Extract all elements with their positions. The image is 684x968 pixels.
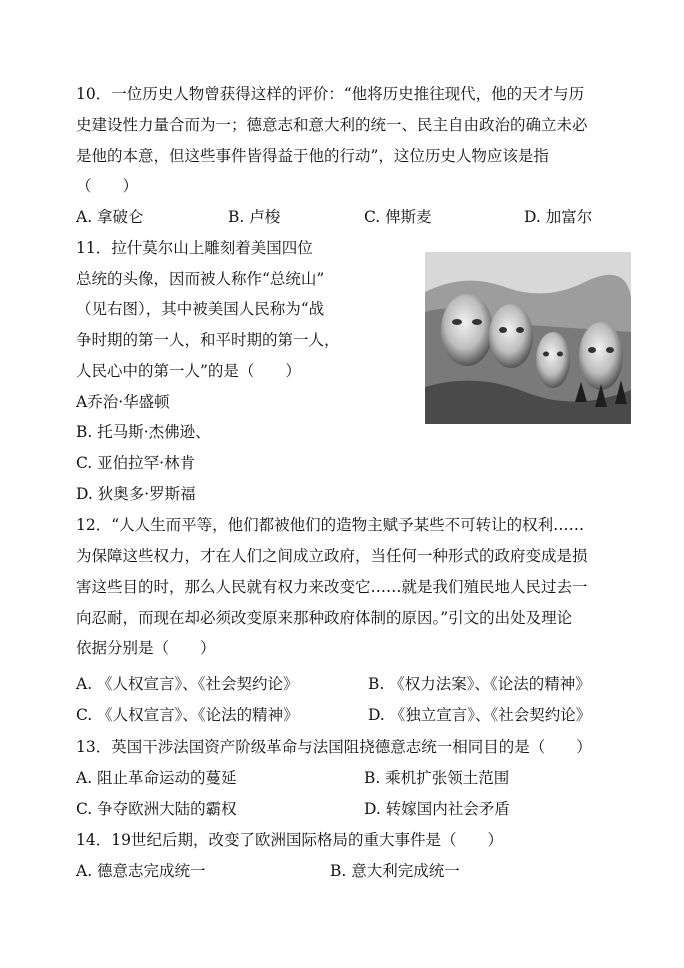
q14-option-a: A. 德意志完成统一 — [76, 862, 206, 880]
q12-option-a: A. 《人权宣言》、《社会契约论》 — [76, 675, 299, 693]
q10-option-c: C. 俾斯麦 — [364, 208, 432, 226]
q10-line-4: （ ） — [76, 177, 139, 195]
mount-rushmore-photo — [425, 252, 631, 424]
q13-option-a: A. 阻止革命运动的蔓延 — [76, 769, 237, 787]
q13-option-c: C. 争夺欧洲大陆的霸权 — [76, 800, 237, 818]
q11-option-c: C. 亚伯拉罕·林肯 — [76, 454, 196, 472]
q12-line-2: 为保障这些权力，才在人们之间成立政府，当任何一种形式的政府变成是损 — [76, 547, 588, 565]
q12-option-c: C. 《人权宣言》、《论法的精神》 — [76, 706, 299, 724]
q12-line-5: 依据分别是（ ） — [76, 639, 216, 657]
q12-option-b: B. 《权力法案》、《论法的精神》 — [368, 675, 591, 693]
q12-line-1: 12．“人人生而平等，他们都被他们的造物主赋予某些不可转让的权利…… — [76, 516, 585, 534]
q11-line-3: （见右图），其中被美国人民称为“战 — [76, 300, 325, 318]
q11-option-b: B. 托马斯·杰佛逊、 — [76, 423, 211, 441]
q10-line-3: 是他的本意，但这些事件皆得益于他的行动”，这位历史人物应该是指 — [76, 147, 549, 165]
q14-option-b: B. 意大利完成统一 — [330, 862, 460, 880]
q10-line-1: 10．一位历史人物曾获得这样的评价：“他将历史推往现代，他的天才与历 — [76, 85, 585, 103]
q11-line-2: 总统的头像，因而被人称作“总统山” — [76, 270, 325, 288]
q11-option-a: A乔治·华盛顿 — [76, 393, 170, 411]
q11-line-1: 11．拉什莫尔山上雕刻着美国四位 — [76, 239, 313, 257]
q12-line-4: 向忍耐，而现在却必须改变原来那种政府体制的原因。”引文的出处及理论 — [76, 609, 573, 627]
q11-option-d: D. 狄奥多·罗斯福 — [76, 485, 196, 503]
q11-line-5: 人民心中的第一人”的是（ ） — [76, 362, 301, 380]
q12-line-3: 害这些目的时，那么人民就有权力来改变它……就是我们殖民地人民过去一 — [76, 578, 588, 596]
q10-line-2: 史建设性力量合而为一；德意志和意大利的统一、民主自由政治的确立未必 — [76, 116, 588, 134]
q13-option-b: B. 乘机扩张领土范围 — [364, 769, 510, 787]
q14-line-1: 14．19世纪后期，改变了欧洲国际格局的重大事件是（ ） — [76, 831, 503, 849]
q10-option-d: D. 加富尔 — [524, 208, 593, 226]
q12-option-d: D. 《独立宣言》、《社会契约论》 — [368, 706, 592, 724]
q11-line-4: 争时期的第一人，和平时期的第一人， — [76, 331, 340, 349]
q13-option-d: D. 转嫁国内社会矛盾 — [364, 800, 510, 818]
q10-option-b: B. 卢梭 — [228, 208, 281, 226]
q13-line-1: 13．英国干涉法国资产阶级革命与法国阻挠德意志统一相同目的是（ ） — [76, 738, 592, 756]
q10-option-a: A. 拿破仑 — [76, 208, 144, 226]
